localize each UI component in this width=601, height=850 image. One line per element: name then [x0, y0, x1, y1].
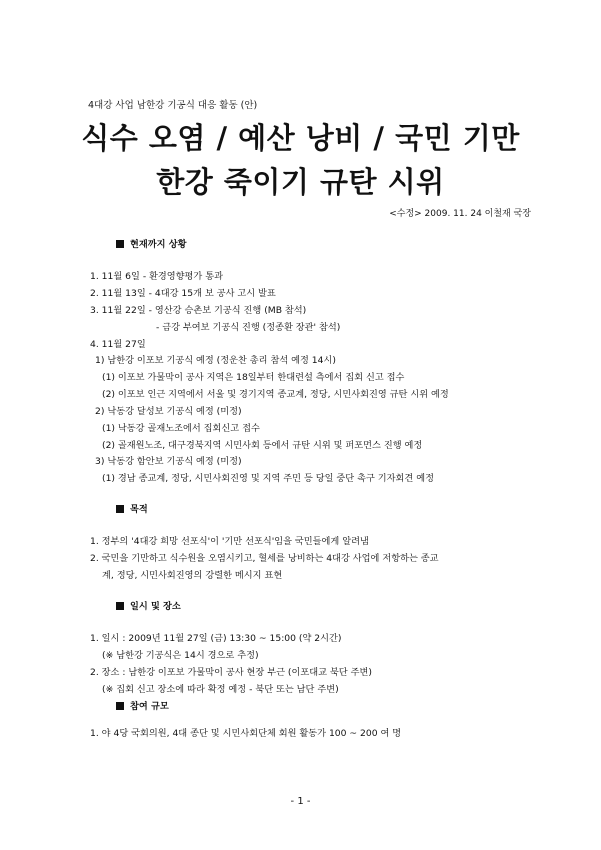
document-title-line1: 식수 오염 / 예산 낭비 / 국민 기만	[81, 121, 520, 155]
list-item: 계, 정당, 시민사회진영의 강렬한 메시지 표현	[102, 570, 283, 581]
revision-note: <수정> 2009. 11. 24 이철재 국장	[389, 209, 531, 219]
list-item: 1) 남한강 이포보 기공식 예정 (정운찬 총리 참석 예정 14시)	[95, 355, 336, 366]
list-item: 1. 야 4당 국회의원, 4대 종단 및 시민사회단체 회원 활동가 100 ~ 200 여 명	[90, 728, 402, 739]
list-item: 1. 일시 : 2009년 11월 27일 (금) 13:30 ~ 15:00 (약 2시간)	[90, 633, 342, 644]
list-item: 2. 국민을 기만하고 식수원을 오염시키고, 혈세를 낭비하는 4대강 사업에 저항하는 종교	[90, 553, 439, 564]
square-bullet-icon	[116, 505, 124, 513]
square-bullet-icon	[116, 602, 124, 610]
list-item: 1. 정부의 '4대강 희망 선포식'이 '기만 선포식'임을 국민들에게 알려냄	[90, 536, 369, 547]
list-item: (1) 경남 종교계, 정당, 시민사회진영 및 지역 주민 등 당일 중단 촉구 기자회견 예정	[102, 473, 434, 484]
list-item: (1) 이포보 가물막이 공사 지역은 18일부터 한대련설 측에서 집회 신고 접수	[102, 372, 405, 383]
list-item: 2. 11월 13일 - 4대강 15개 보 공사 고시 발표	[90, 288, 276, 299]
list-item: (1) 낙동강 골재노조에서 집회신고 접수	[102, 423, 260, 434]
list-item: (※ 남한강 기공식은 14시 경으로 추정)	[102, 650, 259, 661]
list-item: 3) 낙동강 함안보 기공식 예정 (미정)	[95, 456, 242, 467]
section-heading-text: 일시 및 장소	[130, 601, 181, 612]
section-heading-text: 현재까지 상황	[130, 239, 187, 250]
list-item: 2) 낙동강 달성보 기공식 예정 (미정)	[95, 406, 242, 417]
page-number: - 1 -	[290, 796, 311, 807]
list-item: 3. 11월 22일 - 영산강 승촌보 기공식 진행 (MB 참석)	[90, 305, 307, 316]
list-item: 4. 11월 27일	[90, 339, 146, 350]
section-heading-text: 참여 규모	[130, 701, 169, 712]
square-bullet-icon	[116, 240, 124, 248]
section-heading-scale	[116, 701, 169, 713]
list-item: 2. 장소 : 남한강 이포보 가물막이 공사 현장 부근 (이포대교 북단 주변)	[90, 667, 372, 678]
document-title-line2: 한강 죽이기 규탄 시위	[156, 165, 445, 199]
section-heading-purpose	[116, 504, 148, 516]
document-subtitle: 4대강 사업 남한강 기공식 대응 활동 (안)	[88, 100, 258, 111]
list-item: (※ 집회 신고 장소에 따라 확정 예정 - 북단 또는 남단 주변)	[102, 684, 339, 695]
list-item: - 금강 부여보 기공식 진행 (정종환 장관' 참석)	[156, 322, 341, 333]
list-item: 1. 11월 6일 - 환경영향평가 통과	[90, 271, 223, 282]
section-heading-text: 목적	[130, 504, 148, 515]
list-item: (2) 골재원노조, 대구경북지역 시민사회 등에서 규탄 시위 및 퍼포먼스 진행 예정	[102, 440, 423, 451]
section-heading-status	[116, 239, 186, 251]
section-heading-schedule	[116, 601, 181, 613]
square-bullet-icon	[116, 702, 124, 710]
list-item: (2) 이포보 인근 지역에서 서울 및 경기지역 종교계, 정당, 시민사회진영 규탄 시위 예정	[102, 389, 449, 400]
